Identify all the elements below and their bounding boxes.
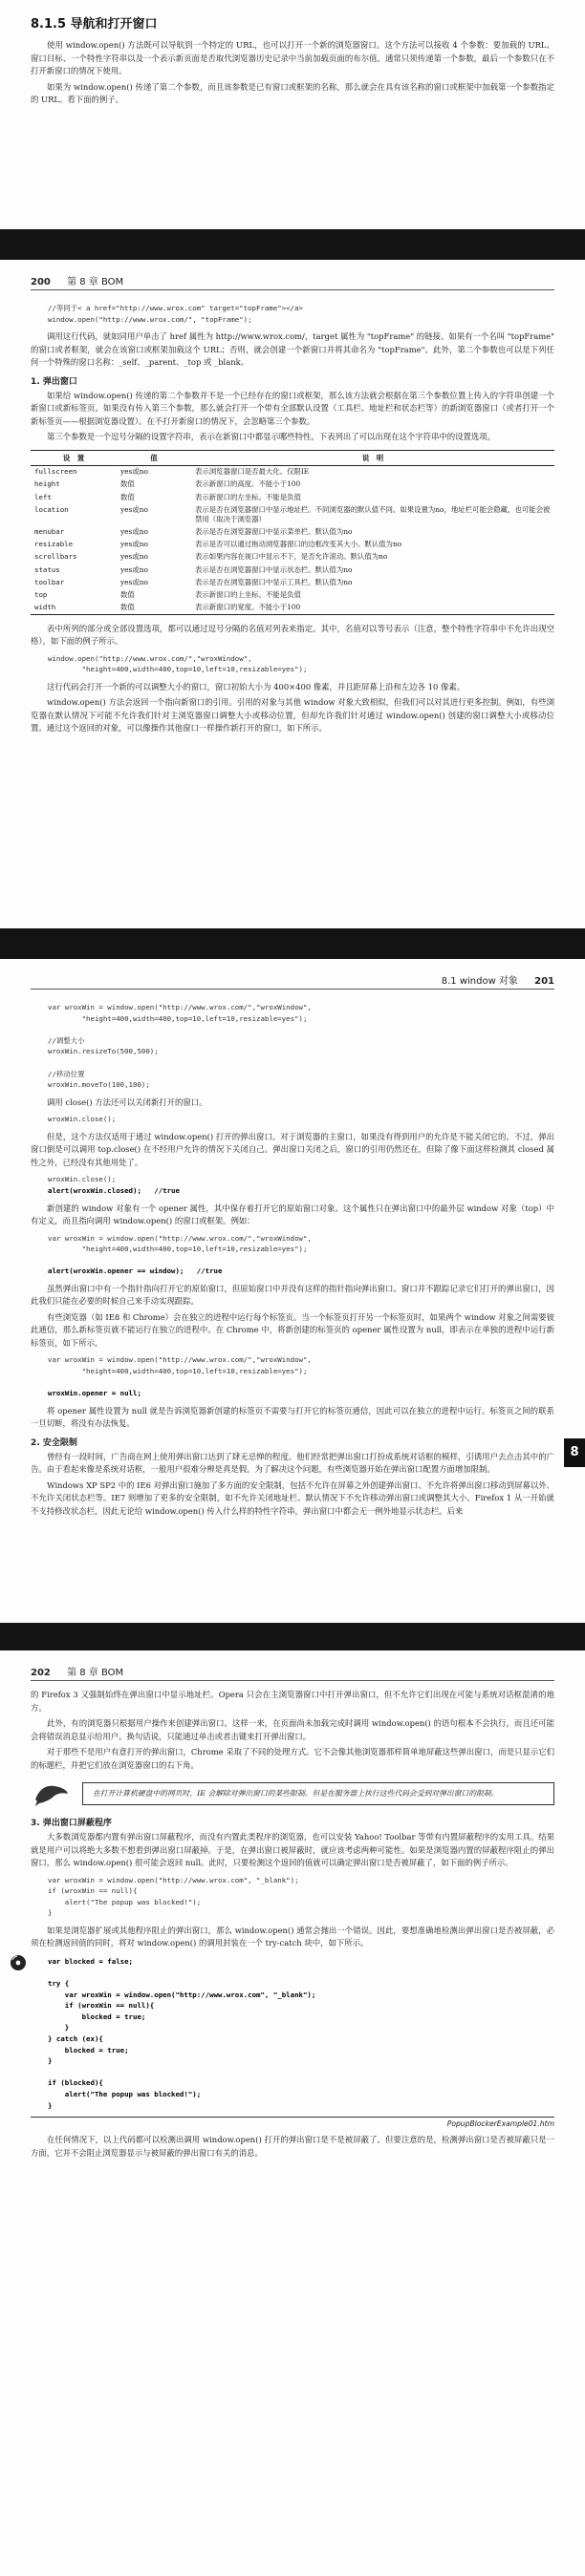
example-filename: PopupBlockerExample01.htm — [31, 2117, 554, 2128]
example-code-block — [31, 1956, 554, 2128]
chapter-tab: 8 — [564, 1438, 585, 1467]
paragraph: 使用 window.open() 方法既可以导航到一个特定的 URL，也可以打开一个新的浏览器窗口。这个方法可以接收 4 个参数：要加载的 URL、窗口目标、一个特性字符串以及一个表示新页面是否取代浏览器历史记录中当前加载页面的布尔值。通常只须传递第一个参数，最后一个参数只在不打开新窗口的情况下使用。 — [31, 40, 554, 75]
paragraph: 如果是浏览器扩展或其他程序阻止的弹出窗口，那么 window.open() 通常会抛出一个错误。因此，要想准确地检测出弹出窗口是否被屏蔽，必须在检测返回值的同时，将对 window.open() 的调用封装在一个 try-catch 块中，如下所示。 — [31, 1925, 554, 1948]
table-row — [31, 564, 554, 576]
table-cell: 数值 — [117, 602, 191, 615]
table-row — [31, 576, 554, 588]
table-body — [31, 465, 554, 614]
paragraph: Windows XP SP2 中的 IE6 对弹出窗口施加了多方面的安全限制，包括不允许在屏幕之外创建弹出窗口、不允许将弹出窗口移动到屏幕以外、不允许关闭状态栏等。IE7 则增加了更多的安全限制，如不允许关闭地址栏、默认情况下不允许移动弹出窗口或调整其大小。Firefox 1 从一开始就不支持修改状态栏，因此无论给 window.open() 传入什么样的特性字符串，弹出窗口中都会无一例外地显示状态栏。后来 — [31, 1480, 554, 1516]
table-cell: menubar — [34, 527, 65, 537]
page-202 — [0, 1650, 585, 2576]
code-block: wroxWin.close(); — [48, 1115, 117, 1124]
table-cell: 表示是否在浏览器窗口中显示菜单栏。默认值为no — [195, 527, 353, 537]
table-cell: 数值 — [120, 479, 135, 489]
paragraph: 新创建的 window 对象有一个 opener 属性，其中保存着打开它的原始窗口对象。这个属性只在弹出窗口中的最外层 window 对象（top）中有定义，而且指向调用 window.open() 的窗口或框架。例如： — [31, 1203, 554, 1226]
table-row — [31, 525, 554, 538]
code-block: //等同于< a href="http://www.wrox.com" target="topFrame"></a> window.open("http://www.wrox.com/", "topFrame"); — [48, 304, 303, 324]
paragraph: 在任何情况下，以上代码都可以检测出调用 window.open() 打开的弹出窗口是不是被屏蔽了。但要注意的是，检测弹出窗口是否被屏蔽只是一方面，它并不会阻止浏览器显示与被屏蔽的弹出窗口有关的消息。 — [31, 2135, 554, 2158]
paragraph: 有些浏览器（如 IE8 和 Chrome）会在独立的进程中运行每个标签页。当一个标签页打开另一个标签页时，如果两个 window 对象之间需要彼此通信，那么新标签页就不能运行在独立的进程中。在 Chrome 中，将新创建的标签页的 opener 属性设置为 null，即表示在单独的进程中运行新标签页，如下所示。 — [31, 1311, 554, 1348]
table-cell: width — [31, 602, 117, 615]
table-cell: 表示新窗口的高度。不能小于100 — [195, 479, 301, 489]
paragraph: 大多数浏览器都内置有弹出窗口屏蔽程序，而没有内置此类程序的浏览器，也可以安装 Yahoo! Toolbar 等带有内置屏蔽程序的实用工具。结果就是用户可以将绝大多数不想看到弹出窗口屏蔽掉。于是，在弹出窗口被屏蔽时，就应该考虑两种可能性。如果是浏览器内置的屏蔽程序阻止的弹出窗口，那么 window.open() 很可能会返回 null。此时，只要检测这个返回的值就可以确定弹出窗口是否被屏蔽了，如下面的例子所示。 — [31, 1832, 554, 1867]
note-callout — [31, 1779, 554, 1808]
paragraph: 此外，有的浏览器只根据用户操作来创建弹出窗口。这样一来，在页面尚未加载完成时调用 window.open() 的语句根本不会执行，而且还可能会将错误消息显示给用户。换句话说，只能通过单击或者击键来打开弹出窗口。 — [31, 1718, 554, 1741]
paragraph: 第三个参数是一个逗号分隔的设置字符串，表示在新窗口中都显示哪些特性。下表列出了可以出现在这个字符串中的设置选项。 — [47, 432, 495, 442]
paragraph: 调用 close() 方法还可以关闭新打开的窗口。 — [47, 1096, 207, 1107]
table-cell: yes或no — [120, 564, 148, 574]
code-line: } — [48, 2023, 70, 2033]
table-cell: 表示新窗口的宽度。不能小于100 — [191, 602, 554, 615]
code-block: window.open("http://www.wrox.com/","wroxWindow", "height=400,width=400,top=10,left=10,resizable=yes"); — [48, 653, 308, 674]
table-cell: yes或no — [120, 527, 148, 537]
section-title: 8.1.5 导航和打开窗口 — [31, 17, 158, 32]
table-row — [31, 465, 554, 479]
page-separator — [0, 229, 585, 260]
note-icon — [31, 1779, 73, 1808]
table-cell: 表示浏览器窗口是否最大化。仅限IE — [195, 467, 310, 477]
table-cell: status — [34, 564, 60, 574]
table-cell: top — [34, 589, 48, 599]
table-cell: fullscreen — [34, 467, 77, 477]
subsection-title: 3. 弹出窗口屏蔽程序 — [31, 1819, 112, 1828]
section-reference: 8.1 window 对象 — [441, 976, 518, 987]
settings-table — [31, 450, 554, 615]
table-row — [31, 491, 554, 503]
table-row — [31, 551, 554, 564]
paragraph: 但是，这个方法仅适用于通过 window.open() 打开的弹出窗口。对于浏览器的主窗口，如果没有得到用户的允许是不能关闭它的。不过，弹出窗口倒是可以调用 top.close() 在不经用户允许的情况下关闭自己。弹出窗口关闭之后，窗口的引用仍然还在，但除了像下面这样检测其 closed 属性之外，已经没有其他用处了。 — [31, 1131, 554, 1167]
code-block: wroxWin.close(); alert(wroxWin.closed); //true — [48, 1175, 180, 1195]
code-line: var wroxWin = window.open("http://www.wrox.com", "_blank"); — [48, 1990, 316, 1999]
paragraph: window.open() 方法会返回一个指向新窗口的引用。引用的对象与其他 window 对象大致相似，但我们可以对其进行更多控制。例如，有些浏览器在默认情况下可能不允许我们针对主浏览器窗口调整大小或移动位置，但却允许我们针对通过 window.open() 创建的窗口调整大小或移动位置。通过这个返回的对象，可以像操作其他窗口一样操作新打开的窗口，如下所示。 — [31, 697, 554, 734]
page-header — [31, 1664, 554, 1681]
code-line: } — [48, 2056, 53, 2066]
paragraph: 调用这行代码，就如同用户单击了 href 属性为 http://www.wrox.com/，target 属性为 "topFrame" 的链接。如果有一个名叫 "topFrame" 的窗口或者框架，就会在该窗口或框架加载这个 URL；否则，就会创建一个新窗口并将其命名为 "topFrame"。此外，第二个参数也可以是下列任何一个特殊的窗口名称：_self、_parent、_top 或 _blank。 — [31, 331, 554, 368]
chapter-title: 第 8 章 BOM — [67, 277, 124, 287]
page-header — [31, 972, 554, 990]
table-header: 设 置 — [31, 450, 117, 465]
table-header: 值 — [117, 450, 191, 465]
note-text: 在打开计算机硬盘中的网页时，IE 会解除对弹出窗口的某些限制。但是在服务器上执行这些代码会受到对弹出窗口的限制。 — [82, 1782, 554, 1805]
code-line: if (blocked){ — [48, 2078, 103, 2088]
paragraph: 虽然弹出窗口中有一个指针指向打开它的原始窗口，但原始窗口中并没有这样的指针指向弹出窗口。窗口并不跟踪记录它们打开的弹出窗口，因此我们只能在必要的时候自己来手动实现跟踪。 — [31, 1283, 554, 1307]
table-row — [31, 539, 554, 551]
table-cell: yes或no — [120, 540, 148, 549]
table-cell: yes或no — [120, 577, 148, 586]
table-cell: height — [34, 479, 60, 489]
code-line: if (wroxWin == null){ — [48, 2001, 155, 2011]
table-header: 说 明 — [191, 450, 554, 465]
table-cell: 数值 — [120, 589, 135, 599]
page-fragment-1 — [0, 0, 585, 229]
page-separator — [0, 1623, 585, 1650]
table-cell: 表示是否在浏览器窗口中显示状态栏。默认值为no — [195, 564, 353, 574]
table-cell: 表示新窗口的左坐标。不能是负值 — [195, 492, 301, 501]
table-row — [31, 588, 554, 601]
code-block: var wroxWin = window.open("http://www.wrox.com/","wroxWindow", "height=400,width=400,top=10,left=10,resizable=yes"); wroxWin.opener = null; — [48, 1355, 312, 1398]
paragraph: 这行代码会打开一个新的可以调整大小的窗口，窗口初始大小为 400×400 像素，并且距屏幕上沿和左边各 10 像素。 — [47, 681, 466, 692]
code-block — [31, 1956, 554, 2111]
code-line: alert("The popup was blocked!"); — [48, 2090, 202, 2098]
page-separator — [0, 928, 585, 959]
table-cell: location — [34, 504, 69, 514]
code-block: var wroxWin = window.open("http://www.wrox.com/","wroxWindow", "height=400,width=400,top=10,left=10,resizable=yes"); alert(wroxWin.opener == window); //true — [48, 1233, 312, 1276]
paragraph: 将 opener 属性设置为 null 就是告诉浏览器新创建的标签页不需要与打开它的标签页通信，因此可以在独立的进程中运行。标签页之间的联系一旦切断，将没有办法恢复。 — [31, 1405, 554, 1429]
code-line: try { — [48, 1979, 70, 1989]
paragraph: 对于那些不是用户有意打开的弹出窗口，Chrome 采取了不同的处理方式。它不会像其他浏览器那样简单地屏蔽这些弹出窗口，而是只显示它们的标题栏，并把它们放在浏览器窗口的右下角。 — [31, 1747, 554, 1770]
page-number: 202 — [31, 1668, 51, 1678]
table-cell: toolbar — [34, 577, 65, 586]
code-line: } — [48, 2100, 53, 2110]
table-cell: yes或no — [120, 552, 148, 562]
chapter-title: 第 8 章 BOM — [67, 1668, 124, 1678]
table-cell: 数值 — [120, 492, 135, 501]
paragraph: 的 Firefox 3 又强制始终在弹出窗口中显示地址栏。Opera 只会在主浏览器窗口中打开弹出窗口，但不允许它们出现在可能与系统对话框混淆的地方。 — [31, 1690, 554, 1713]
subsection-title: 2. 安全限制 — [31, 1437, 77, 1448]
code-block: var wroxWin = window.open("http://www.wrox.com", "_blank"); if (wroxWin == null){ alert("The popup was blocked!"); } — [48, 1875, 299, 1918]
page-header — [31, 273, 554, 290]
page-number: 201 — [534, 976, 554, 987]
page-200 — [0, 260, 585, 928]
page-number: 200 — [31, 277, 51, 287]
table-cell: 表示是否可以通过拖动浏览器窗口的边框改变其大小。默认值为no — [195, 540, 402, 549]
paragraph: 如果为 window.open() 传递了第二个参数，而且该参数是已有窗口或框架的名称，那么就会在具有该名称的窗口或框架中加载第一个参数指定的 URL。看下面的例子。 — [31, 81, 554, 104]
paragraph: 表中所列的部分或全部设置选项，都可以通过逗号分隔的名值对列表来指定。其中，名值对以等号表示（注意，整个特性字符串中不允许出现空格），如下面的例子所示。 — [31, 623, 554, 647]
download-disc-icon — [10, 1954, 27, 1971]
table-row — [31, 479, 554, 491]
table-cell: 表示新窗口的上坐标。不能是负值 — [195, 589, 301, 599]
code-line: var blocked = false; — [48, 1956, 133, 1966]
table-cell: yes或no — [120, 467, 148, 477]
table-cell: 表示如果内容在视口中显示不下，是否允许滚动。默认值为no — [195, 552, 388, 562]
subsection-title: 1. 弹出窗口 — [31, 376, 77, 387]
table-cell: left — [34, 492, 52, 501]
paragraph: 如果给 window.open() 传递的第二个参数并不是一个已经存在的窗口或框架，那么该方法就会根据在第三个参数位置上传入的字符串创建一个新窗口或新标签页。如果没有传入第三个参数，那么就会打开一个带有全部默认设置（工具栏、地址栏和状态栏等）的新浏览器窗口（或者打开一个新标签页——根据浏览器设置）。在不打开新窗口的情况下，会忽略第三个参数。 — [31, 390, 554, 426]
page-201 — [0, 959, 585, 1623]
table-row — [31, 503, 554, 525]
code-line: blocked = true; — [48, 2045, 129, 2054]
table-cell: scrollbars — [34, 552, 77, 562]
table-cell: yes或no — [120, 504, 148, 514]
paragraph: 曾经有一段时间，广告商在网上使用弹出窗口达到了肆无忌惮的程度。他们经常把弹出窗口打扮成系统对话框的模样，引诱用户去点击其中的广告。由于看起来像是系统对话框，一般用户很难分辨是真是假。为了解决这个问题，有些浏览器开始在弹出窗口配置方面增加限制。 — [31, 1451, 554, 1475]
table-row — [31, 602, 554, 615]
table-cell: resizable — [34, 540, 74, 549]
table-cell: 表示是否在浏览器窗口中显示地址栏。不同浏览器的默认值不同。如果设置为no，地址栏可能会隐藏，也可能会被禁用（取决于浏览器） — [195, 504, 551, 523]
code-line: } catch (ex){ — [48, 2034, 103, 2044]
code-block: var wroxWin = window.open("http://www.wrox.com/","wroxWindow", "height=400,width=400,top=10,left=10,resizable=yes"); //调整大小 wroxWin.resizeTo(500,500); //移动位置 wroxWin.moveTo(100,100); — [48, 1003, 312, 1090]
table-cell: 表示是否在浏览器窗口中显示工具栏。默认值为no — [195, 577, 353, 586]
code-line: blocked = true; — [48, 2012, 146, 2021]
